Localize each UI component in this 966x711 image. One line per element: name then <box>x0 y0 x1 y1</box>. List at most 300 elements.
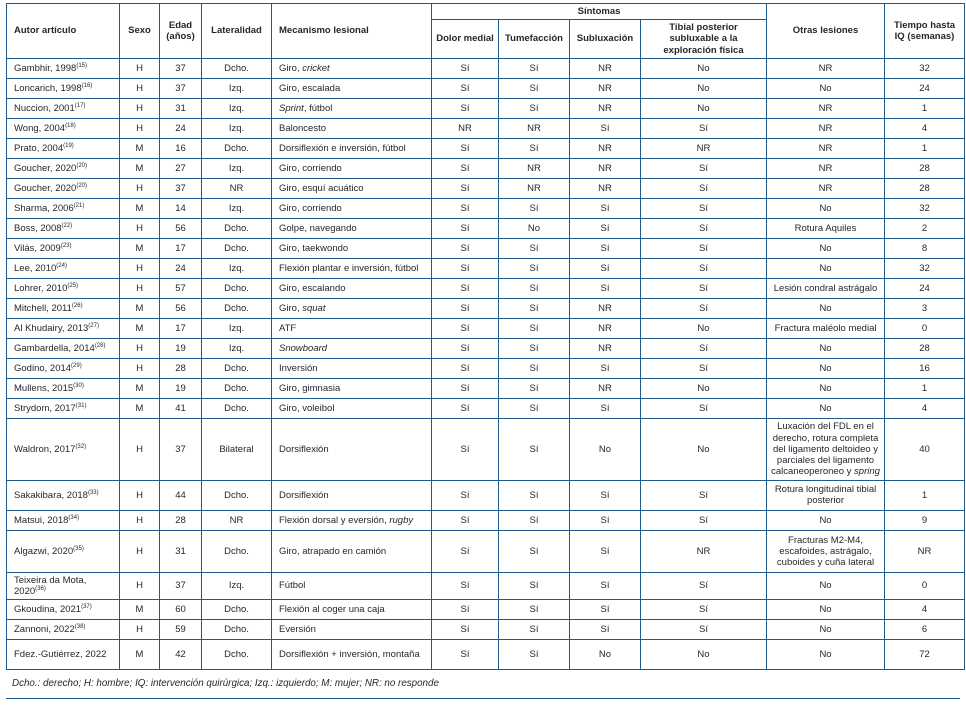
cell-subluxacion: NR <box>570 318 641 338</box>
cell-otras-lesiones: NR <box>767 178 885 198</box>
cell-dolor-medial: Sí <box>432 318 499 338</box>
cell-edad: 56 <box>160 298 202 318</box>
cell-edad: 37 <box>160 78 202 98</box>
cell-tumefaccion: Sí <box>499 278 570 298</box>
cell-subluxacion: NR <box>570 378 641 398</box>
cell-autor: Goucher, 2020$^{(20)}$ <box>7 158 120 178</box>
cell-otras-lesiones: Fractura maléolo medial <box>767 318 885 338</box>
cell-autor: Algazwi, 2020$^{(35)}$ <box>7 530 120 572</box>
citation-ref: (16) <box>81 82 93 89</box>
cell-dolor-medial: Sí <box>432 198 499 218</box>
cell-mecanismo: Eversión <box>272 620 432 640</box>
cell-sexo: H <box>120 510 160 530</box>
cell-lateralidad: Dcho. <box>202 378 272 398</box>
cell-otras-lesiones: NR <box>767 158 885 178</box>
citation-ref: (31) <box>75 402 87 409</box>
cell-subluxacion: Sí <box>570 358 641 378</box>
cell-autor: Matsui, 2018$^{(34)}$ <box>7 510 120 530</box>
table-row <box>7 278 965 298</box>
cell-subluxacion: NR <box>570 78 641 98</box>
cell-lateralidad: Bilateral <box>202 418 272 480</box>
cell-autor: Zannoni, 2022$^{(38)}$ <box>7 620 120 640</box>
cell-edad: 42 <box>160 640 202 670</box>
cell-tiempo-iq: 1 <box>885 138 965 158</box>
citation-ref: (30) <box>73 382 84 389</box>
cell-lateralidad: Dcho. <box>202 218 272 238</box>
cell-dolor-medial: Sí <box>432 510 499 530</box>
cell-mecanismo: Giro, escalada <box>272 78 432 98</box>
citation-ref: (37) <box>81 603 92 610</box>
cell-edad: 28 <box>160 510 202 530</box>
cell-lateralidad: Dcho. <box>202 58 272 78</box>
cell-autor: Mitchell, 2011$^{(26)}$ <box>7 298 120 318</box>
cell-subluxacion: Sí <box>570 510 641 530</box>
cell-tibial-subluxable: No <box>641 98 767 118</box>
cell-lateralidad: Izq. <box>202 198 272 218</box>
cell-lateralidad: NR <box>202 178 272 198</box>
cell-otras-lesiones: No <box>767 78 885 98</box>
cell-autor: Teixeira da Mota, 2020$^{(36)}$ <box>7 572 120 599</box>
table-row <box>7 318 965 338</box>
cell-otras-lesiones: NR <box>767 98 885 118</box>
cell-lateralidad: Dcho. <box>202 298 272 318</box>
cell-edad: 41 <box>160 398 202 418</box>
cell-dolor-medial: Sí <box>432 158 499 178</box>
table-row <box>7 138 965 158</box>
citation-ref: (32) <box>75 443 87 450</box>
cell-otras-lesiones: No <box>767 298 885 318</box>
cell-tumefaccion: Sí <box>499 530 570 572</box>
cell-sexo: H <box>120 358 160 378</box>
table-row <box>7 218 965 238</box>
cell-tibial-subluxable: No <box>641 318 767 338</box>
cell-tiempo-iq: 1 <box>885 98 965 118</box>
cell-edad: 16 <box>160 138 202 158</box>
citation-ref: (29) <box>71 362 82 369</box>
cell-sexo: M <box>120 640 160 670</box>
citation-ref: (36) <box>35 585 46 592</box>
cell-tumefaccion: Sí <box>499 318 570 338</box>
cell-sexo: H <box>120 338 160 358</box>
citation-ref: (17) <box>74 102 86 109</box>
cell-sexo: M <box>120 158 160 178</box>
cell-lateralidad: Izq. <box>202 78 272 98</box>
cell-autor: Gambardella, 2014$^{(28)}$ <box>7 338 120 358</box>
cell-mecanismo: Inversión <box>272 358 432 378</box>
cell-mecanismo: Dorsiflexión <box>272 480 432 510</box>
cell-dolor-medial: Sí <box>432 278 499 298</box>
cell-tiempo-iq: 4 <box>885 118 965 138</box>
cell-dolor-medial: Sí <box>432 358 499 378</box>
cell-mecanismo: Flexión dorsal y eversión, rugby <box>272 510 432 530</box>
citation-ref: (33) <box>87 489 99 496</box>
table-row <box>7 572 965 599</box>
cell-mecanismo: Snowboard <box>272 338 432 358</box>
header-edad: Edad (años) <box>160 4 202 59</box>
cell-tibial-subluxable: No <box>641 78 767 98</box>
cell-tiempo-iq: 8 <box>885 238 965 258</box>
cell-tibial-subluxable: Sí <box>641 278 767 298</box>
cell-mecanismo: Flexión al coger una caja <box>272 600 432 620</box>
cell-dolor-medial: Sí <box>432 138 499 158</box>
cell-edad: 31 <box>160 98 202 118</box>
cell-tiempo-iq: 28 <box>885 158 965 178</box>
cell-edad: 37 <box>160 178 202 198</box>
paper-table-figure <box>6 3 960 699</box>
cell-mecanismo: Flexión plantar e inversión, fútbol <box>272 258 432 278</box>
cell-dolor-medial: Sí <box>432 640 499 670</box>
cell-sexo: H <box>120 118 160 138</box>
cell-otras-lesiones: No <box>767 198 885 218</box>
citation-ref: (22) <box>61 222 73 229</box>
cell-sexo: M <box>120 378 160 398</box>
table-row <box>7 178 965 198</box>
cell-autor: Nuccion, 2001$^{(17)}$ <box>7 98 120 118</box>
cell-autor: Al Khudairy, 2013$^{(27)}$ <box>7 318 120 338</box>
cell-tumefaccion: Sí <box>499 572 570 599</box>
cell-tiempo-iq: 6 <box>885 620 965 640</box>
table-row <box>7 258 965 278</box>
cell-subluxacion: Sí <box>570 620 641 640</box>
cell-subluxacion: No <box>570 418 641 480</box>
cell-tumefaccion: Sí <box>499 640 570 670</box>
cell-tiempo-iq: 3 <box>885 298 965 318</box>
citation-ref: (18) <box>65 122 76 129</box>
cell-lateralidad: Izq. <box>202 118 272 138</box>
cell-tiempo-iq: 1 <box>885 378 965 398</box>
cell-subluxacion: Sí <box>570 480 641 510</box>
cell-dolor-medial: Sí <box>432 378 499 398</box>
cell-sexo: M <box>120 398 160 418</box>
cell-dolor-medial: NR <box>432 118 499 138</box>
cell-otras-lesiones: Rotura longitudinal tibial posterior <box>767 480 885 510</box>
cell-subluxacion: NR <box>570 298 641 318</box>
cell-sexo: H <box>120 98 160 118</box>
citation-ref: (15) <box>76 62 87 69</box>
cell-tiempo-iq: 28 <box>885 178 965 198</box>
cell-dolor-medial: Sí <box>432 620 499 640</box>
table-header <box>7 4 965 59</box>
cell-edad: 17 <box>160 238 202 258</box>
cell-tumefaccion: Sí <box>499 58 570 78</box>
cell-dolor-medial: Sí <box>432 600 499 620</box>
cell-dolor-medial: Sí <box>432 98 499 118</box>
cell-lateralidad: Izq. <box>202 98 272 118</box>
cell-mecanismo: Sprint, fútbol <box>272 98 432 118</box>
cell-lateralidad: Izq. <box>202 258 272 278</box>
cell-tibial-subluxable: Sí <box>641 480 767 510</box>
cell-tibial-subluxable: Sí <box>641 600 767 620</box>
cell-tiempo-iq: 9 <box>885 510 965 530</box>
cell-tumefaccion: Sí <box>499 98 570 118</box>
cell-otras-lesiones: Rotura Aquiles <box>767 218 885 238</box>
citation-ref: (34) <box>68 514 80 521</box>
cell-sexo: H <box>120 418 160 480</box>
cell-otras-lesiones: Lesión condral astrágalo <box>767 278 885 298</box>
cell-tiempo-iq: 32 <box>885 198 965 218</box>
cell-subluxacion: Sí <box>570 398 641 418</box>
cell-autor: Strydom, 2017$^{(31)}$ <box>7 398 120 418</box>
cell-tiempo-iq: 16 <box>885 358 965 378</box>
cell-edad: 37 <box>160 58 202 78</box>
cell-dolor-medial: Sí <box>432 238 499 258</box>
cell-tumefaccion: Sí <box>499 600 570 620</box>
cell-dolor-medial: Sí <box>432 418 499 480</box>
table-row <box>7 600 965 620</box>
table-row <box>7 78 965 98</box>
cell-otras-lesiones: NR <box>767 138 885 158</box>
cell-tibial-subluxable: Sí <box>641 118 767 138</box>
table-row <box>7 238 965 258</box>
cell-lateralidad: Dcho. <box>202 398 272 418</box>
cell-otras-lesiones: No <box>767 338 885 358</box>
cell-dolor-medial: Sí <box>432 258 499 278</box>
cell-lateralidad: Dcho. <box>202 278 272 298</box>
cell-edad: 27 <box>160 158 202 178</box>
cell-subluxacion: Sí <box>570 530 641 572</box>
cell-otras-lesiones: No <box>767 510 885 530</box>
cell-tumefaccion: Sí <box>499 480 570 510</box>
header-autor: Autor artículo <box>7 4 120 59</box>
table-footnote: Dcho.: derecho; H: hombre; IQ: intervención quirúrgica; Izq.: izquierdo; M: mujer; NR: no responde <box>12 678 439 690</box>
cell-subluxacion: Sí <box>570 218 641 238</box>
cell-tiempo-iq: 1 <box>885 480 965 510</box>
cell-sexo: H <box>120 178 160 198</box>
cell-sexo: H <box>120 58 160 78</box>
cell-otras-lesiones: Luxación del FDL en el derecho, rotura completa del ligamento deltoideo y parciales del ligamento calcaneoperoneo y spring <box>767 418 885 480</box>
cell-otras-lesiones: NR <box>767 118 885 138</box>
cell-lateralidad: Dcho. <box>202 480 272 510</box>
cell-subluxacion: NR <box>570 338 641 358</box>
table-row <box>7 640 965 670</box>
cell-tibial-subluxable: Sí <box>641 258 767 278</box>
cell-mecanismo: Giro, taekwondo <box>272 238 432 258</box>
cell-dolor-medial: Sí <box>432 78 499 98</box>
cell-edad: 59 <box>160 620 202 640</box>
cell-autor: Sharma, 2006$^{(21)}$ <box>7 198 120 218</box>
cell-tumefaccion: Sí <box>499 78 570 98</box>
cell-autor: Gkoudina, 2021$^{(37)}$ <box>7 600 120 620</box>
cell-dolor-medial: Sí <box>432 218 499 238</box>
cell-autor: Gambhir, 1998$^{(15)}$ <box>7 58 120 78</box>
cell-lateralidad: Dcho. <box>202 358 272 378</box>
cell-sexo: H <box>120 572 160 599</box>
table-row <box>7 58 965 78</box>
cell-tumefaccion: Sí <box>499 198 570 218</box>
cell-tibial-subluxable: Sí <box>641 178 767 198</box>
cell-mecanismo: Giro, cricket <box>272 58 432 78</box>
cell-autor: Lee, 2010$^{(24)}$ <box>7 258 120 278</box>
cell-tibial-subluxable: Sí <box>641 218 767 238</box>
cell-tumefaccion: Sí <box>499 620 570 640</box>
cell-autor: Lohrer, 2010$^{(25)}$ <box>7 278 120 298</box>
cell-lateralidad: Izq. <box>202 338 272 358</box>
cell-tumefaccion: Sí <box>499 418 570 480</box>
cell-dolor-medial: Sí <box>432 480 499 510</box>
cell-tumefaccion: Sí <box>499 398 570 418</box>
cell-tibial-subluxable: No <box>641 640 767 670</box>
citation-ref: (24) <box>56 262 67 269</box>
cell-tiempo-iq: 32 <box>885 258 965 278</box>
cell-subluxacion: NR <box>570 98 641 118</box>
cell-autor: Waldron, 2017$^{(32)}$ <box>7 418 120 480</box>
citation-ref: (20) <box>76 162 87 169</box>
cell-edad: 17 <box>160 318 202 338</box>
cell-tiempo-iq: 28 <box>885 338 965 358</box>
cell-tibial-subluxable: Sí <box>641 238 767 258</box>
cell-edad: 28 <box>160 358 202 378</box>
cell-edad: 56 <box>160 218 202 238</box>
cell-tumefaccion: Sí <box>499 510 570 530</box>
cell-subluxacion: Sí <box>570 118 641 138</box>
cell-lateralidad: Dcho. <box>202 640 272 670</box>
cell-edad: 24 <box>160 258 202 278</box>
cell-autor: Prato, 2004$^{(19)}$ <box>7 138 120 158</box>
cell-tibial-subluxable: NR <box>641 530 767 572</box>
cell-sexo: M <box>120 198 160 218</box>
citation-ref: (35) <box>73 545 84 552</box>
cell-otras-lesiones: No <box>767 378 885 398</box>
cell-subluxacion: Sí <box>570 238 641 258</box>
header-lateralidad: Lateralidad <box>202 4 272 59</box>
table-row <box>7 480 965 510</box>
table-row <box>7 418 965 480</box>
cell-otras-lesiones: No <box>767 358 885 378</box>
table-row <box>7 530 965 572</box>
cell-dolor-medial: Sí <box>432 178 499 198</box>
cell-lateralidad: Izq. <box>202 572 272 599</box>
citation-ref: (23) <box>60 242 72 249</box>
cell-otras-lesiones: NR <box>767 58 885 78</box>
header-sexo: Sexo <box>120 4 160 59</box>
cell-mecanismo: Giro, corriendo <box>272 198 432 218</box>
cell-subluxacion: NR <box>570 58 641 78</box>
cell-sexo: H <box>120 78 160 98</box>
bottom-rule <box>6 698 960 699</box>
cell-tumefaccion: Sí <box>499 238 570 258</box>
cell-dolor-medial: Sí <box>432 530 499 572</box>
cell-tumefaccion: NR <box>499 178 570 198</box>
cell-tibial-subluxable: Sí <box>641 358 767 378</box>
cell-mecanismo: Giro, atrapado en camión <box>272 530 432 572</box>
cell-tibial-subluxable: Sí <box>641 198 767 218</box>
cell-otras-lesiones: No <box>767 620 885 640</box>
cell-sexo: H <box>120 218 160 238</box>
cell-mecanismo: Golpe, navegando <box>272 218 432 238</box>
table-row <box>7 118 965 138</box>
cell-lateralidad: NR <box>202 510 272 530</box>
cell-subluxacion: Sí <box>570 572 641 599</box>
header-otras: Otras lesiones <box>767 4 885 59</box>
cell-subluxacion: NR <box>570 178 641 198</box>
cell-tumefaccion: Sí <box>499 298 570 318</box>
cell-otras-lesiones: Fracturas M2-M4, escafoides, astrágalo, cuboides y cuña lateral <box>767 530 885 572</box>
citation-ref: (28) <box>94 342 106 349</box>
cell-sexo: H <box>120 620 160 640</box>
citation-ref: (19) <box>63 142 74 149</box>
cell-mecanismo: Giro, esquí acuático <box>272 178 432 198</box>
cell-otras-lesiones: No <box>767 258 885 278</box>
cell-tiempo-iq: 24 <box>885 78 965 98</box>
cell-tibial-subluxable: No <box>641 378 767 398</box>
header-dolor-medial: Dolor medial <box>432 20 499 59</box>
cell-otras-lesiones: No <box>767 600 885 620</box>
cell-autor: Loncarich, 1998$^{(16)}$ <box>7 78 120 98</box>
cell-tibial-subluxable: Sí <box>641 158 767 178</box>
cell-tibial-subluxable: No <box>641 58 767 78</box>
header-mecanismo: Mecanismo lesional <box>272 4 432 59</box>
cell-sexo: H <box>120 530 160 572</box>
cell-lateralidad: Dcho. <box>202 530 272 572</box>
cell-autor: Boss, 2008$^{(22)}$ <box>7 218 120 238</box>
cell-dolor-medial: Sí <box>432 298 499 318</box>
cell-mecanismo: Giro, gimnasia <box>272 378 432 398</box>
header-tibial-subluxable: Tibial posterior subluxable a la exploración física <box>641 20 767 59</box>
cell-sexo: H <box>120 278 160 298</box>
table-row <box>7 378 965 398</box>
cell-sexo: M <box>120 238 160 258</box>
cell-edad: 14 <box>160 198 202 218</box>
cell-tiempo-iq: 0 <box>885 318 965 338</box>
cell-subluxacion: Sí <box>570 258 641 278</box>
cell-lateralidad: Dcho. <box>202 138 272 158</box>
cell-mecanismo: Baloncesto <box>272 118 432 138</box>
cell-otras-lesiones: No <box>767 640 885 670</box>
table-row <box>7 398 965 418</box>
cell-subluxacion: Sí <box>570 198 641 218</box>
citation-ref: (25) <box>67 282 79 289</box>
cell-tibial-subluxable: No <box>641 418 767 480</box>
cell-tibial-subluxable: Sí <box>641 338 767 358</box>
cell-dolor-medial: Sí <box>432 58 499 78</box>
cell-autor: Vilás, 2009$^{(23)}$ <box>7 238 120 258</box>
cell-autor: Wong, 2004$^{(18)}$ <box>7 118 120 138</box>
cell-autor: Goucher, 2020$^{(20)}$ <box>7 178 120 198</box>
cell-tibial-subluxable: Sí <box>641 572 767 599</box>
cell-tumefaccion: Sí <box>499 138 570 158</box>
table-row <box>7 338 965 358</box>
cell-edad: 37 <box>160 418 202 480</box>
cell-edad: 44 <box>160 480 202 510</box>
cell-lateralidad: Izq. <box>202 318 272 338</box>
table-row <box>7 298 965 318</box>
header-tiempo: Tiempo hasta IQ (semanas) <box>885 4 965 59</box>
table-row <box>7 198 965 218</box>
cell-mecanismo: Dorsiflexión <box>272 418 432 480</box>
cell-mecanismo: Giro, voleibol <box>272 398 432 418</box>
citation-ref: (27) <box>88 322 99 329</box>
cell-mecanismo: Giro, squat <box>272 298 432 318</box>
cell-mecanismo: Dorsiflexión e inversión, fútbol <box>272 138 432 158</box>
cell-dolor-medial: Sí <box>432 338 499 358</box>
cell-tiempo-iq: 4 <box>885 600 965 620</box>
cell-sexo: M <box>120 138 160 158</box>
cell-mecanismo: Dorsiflexión + inversión, montaña <box>272 640 432 670</box>
table-row <box>7 158 965 178</box>
cell-sexo: H <box>120 258 160 278</box>
table-row <box>7 98 965 118</box>
cell-tiempo-iq: 2 <box>885 218 965 238</box>
cell-tumefaccion: Sí <box>499 258 570 278</box>
cell-tiempo-iq: NR <box>885 530 965 572</box>
cell-tumefaccion: Sí <box>499 358 570 378</box>
cell-sexo: M <box>120 318 160 338</box>
cell-edad: 60 <box>160 600 202 620</box>
cell-subluxacion: Sí <box>570 600 641 620</box>
citation-ref: (20) <box>76 182 87 189</box>
cell-subluxacion: NR <box>570 138 641 158</box>
table-row <box>7 358 965 378</box>
